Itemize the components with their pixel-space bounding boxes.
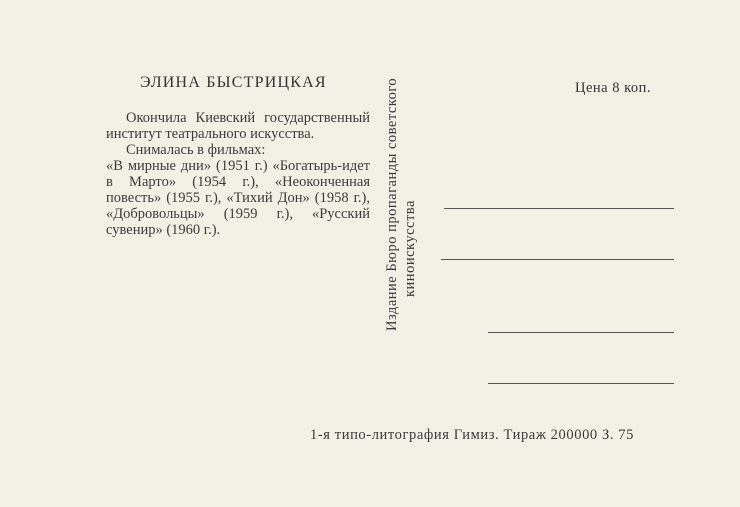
biography-block — [106, 110, 370, 238]
publisher-vertical-text: Издание Бюро пропаганды советского — [384, 78, 400, 332]
address-line — [441, 259, 674, 260]
card-title: ЭЛИНА БЫСТРИЦКАЯ — [140, 74, 327, 91]
price-label: Цена 8 коп. — [575, 80, 652, 96]
bio-education: Окончила Киевский государственный институт театрального искусства. — [106, 110, 370, 142]
address-line — [488, 332, 674, 333]
bio-films-list: «В мирные дни» (1951 г.) «Богатырь-идет в Марто» (1954 г.), «Неоконченная повесть» (1955 г.), «Тихий Дон» (1958 г.), «Добровольцы» (1959 г.), «Русский сувенир» (1960 г.). — [106, 158, 370, 238]
publisher-vertical-text-2: киноискусства — [402, 200, 418, 297]
address-line — [488, 383, 674, 384]
bio-films-heading: Снималась в фильмах: — [126, 142, 266, 158]
printing-imprint: 1-я типо-литография Гимиз. Тираж 200000 З. 75 — [310, 427, 635, 443]
address-line — [444, 208, 674, 209]
